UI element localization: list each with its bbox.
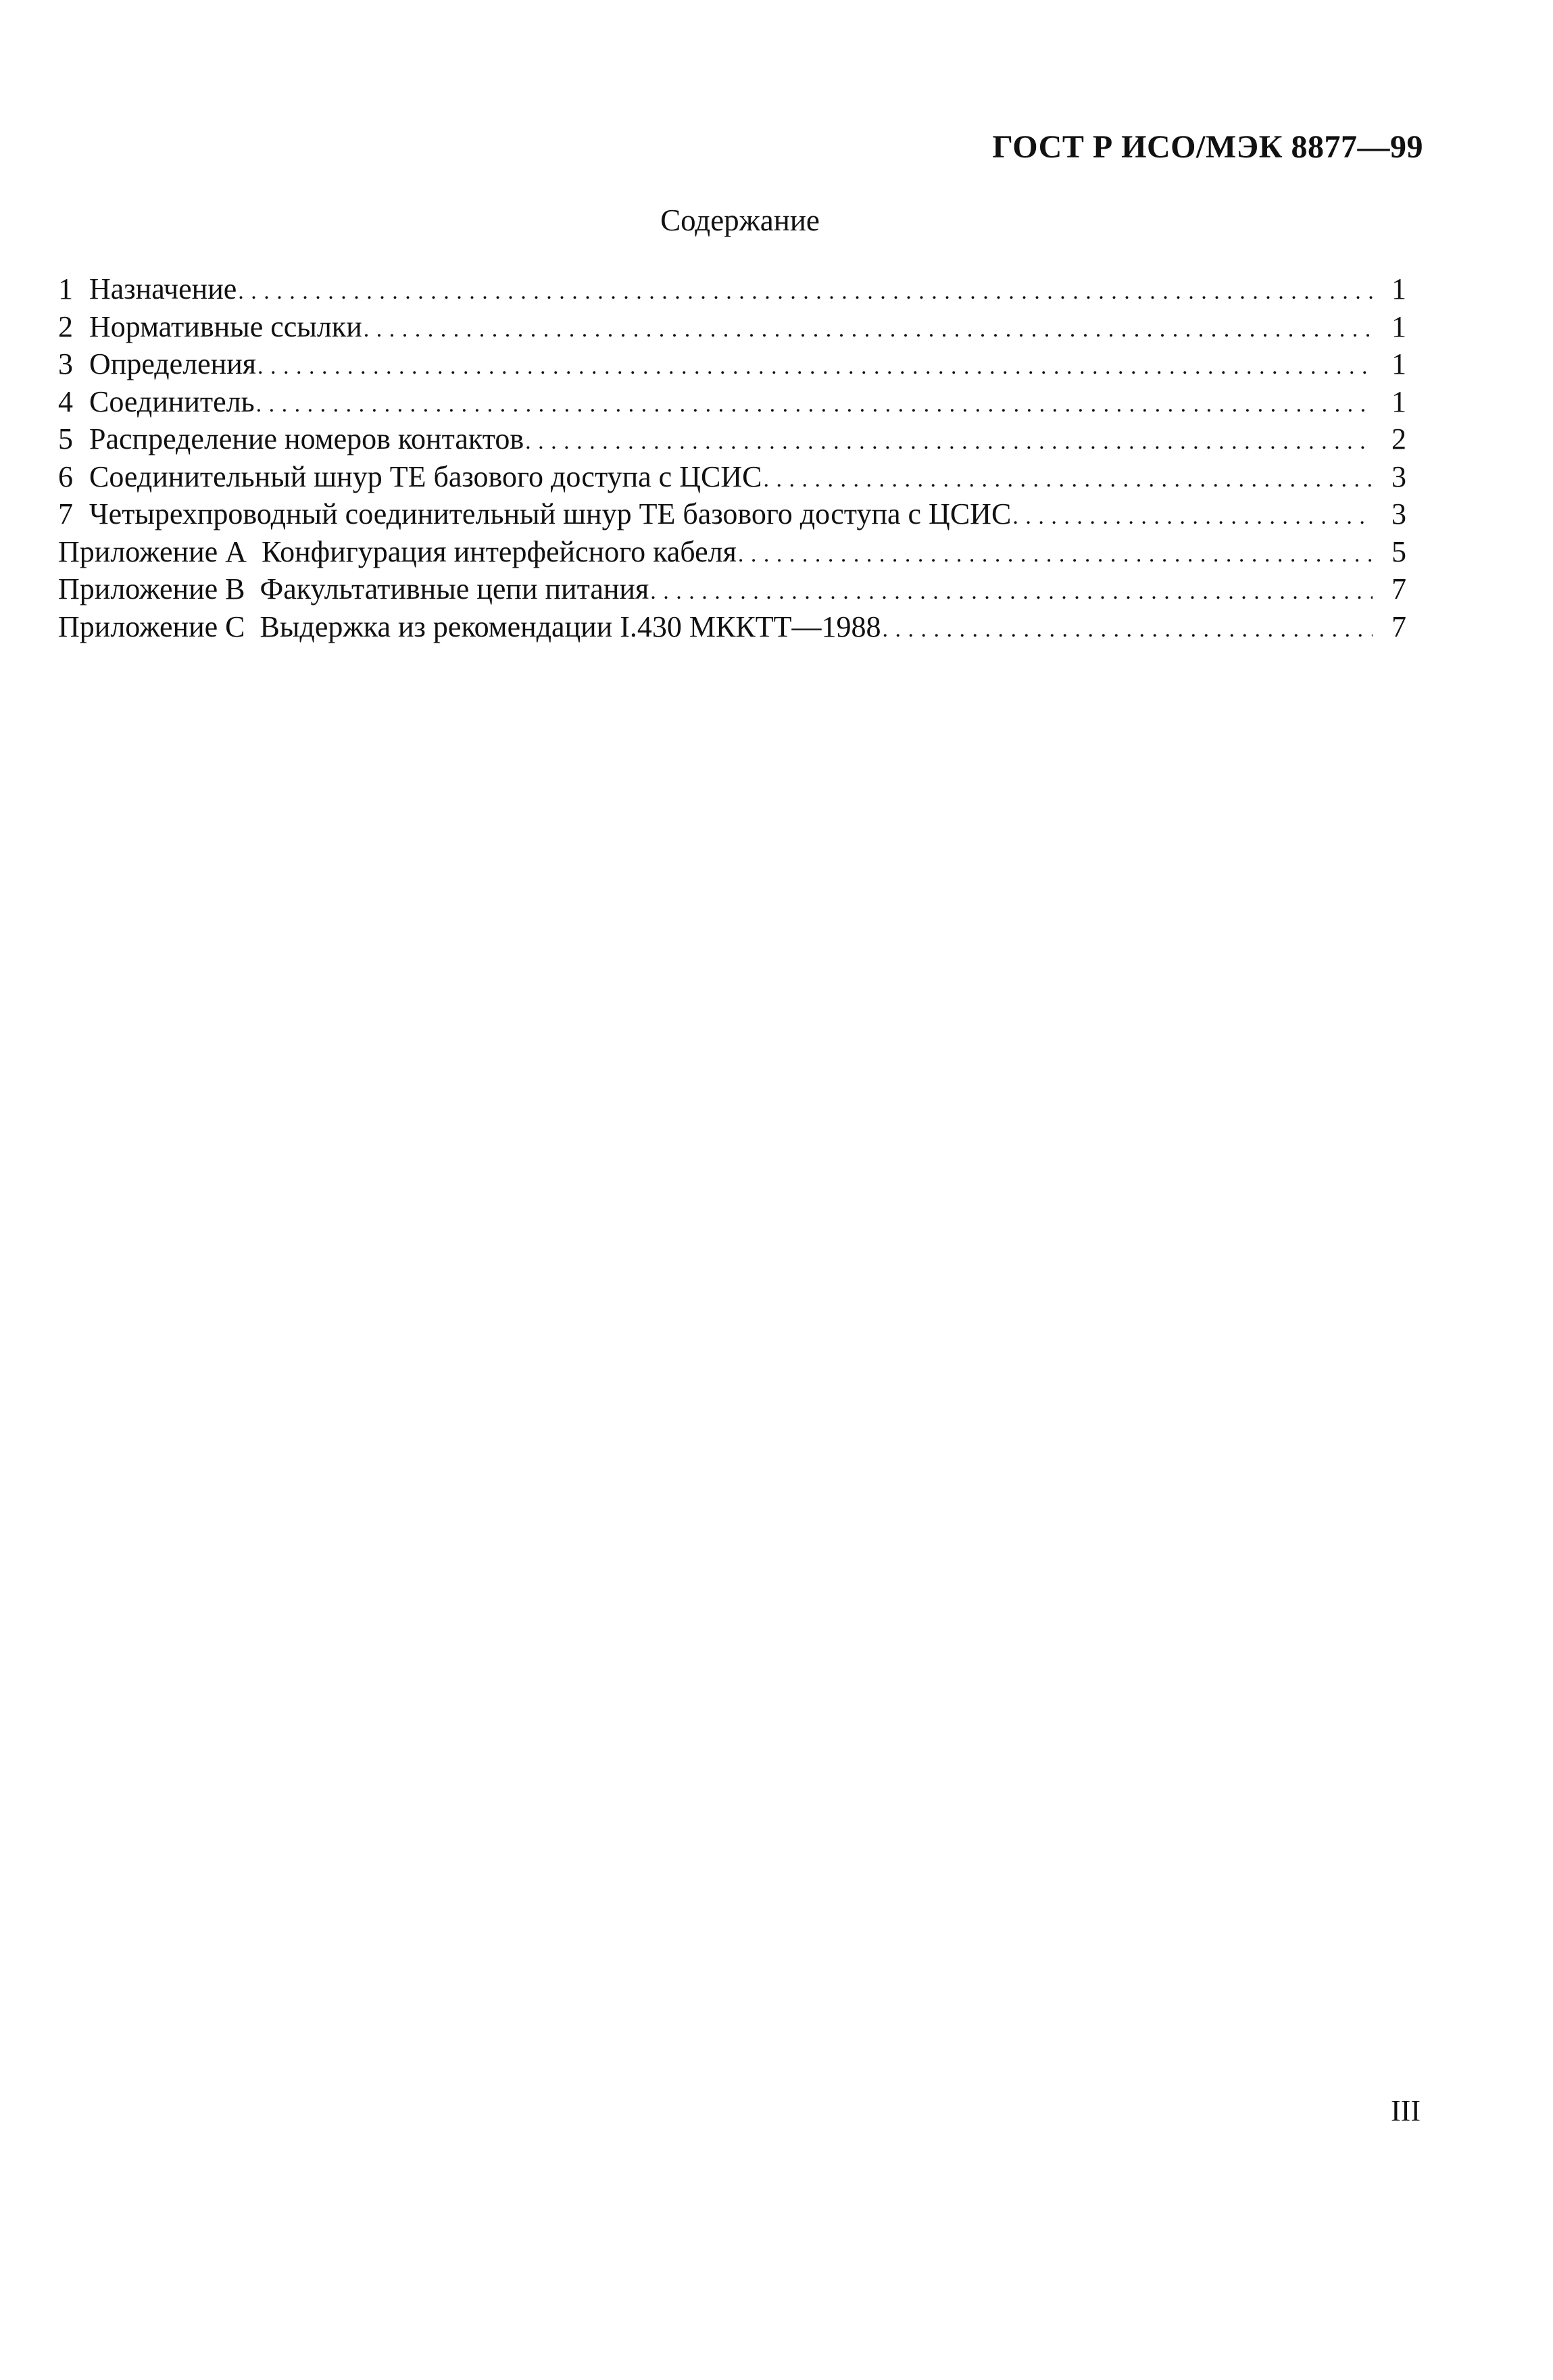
toc-item-label: Конфигурация интерфейсного кабеля bbox=[261, 535, 737, 568]
toc-leader-dots bbox=[738, 536, 1373, 573]
toc-item-number: 1 bbox=[58, 272, 73, 305]
toc-item-number: 6 bbox=[58, 460, 73, 493]
toc-item-number: 3 bbox=[58, 347, 73, 380]
toc-item-page: 1 bbox=[1391, 272, 1406, 305]
toc-appendix-prefix: Приложение А bbox=[58, 535, 247, 568]
toc-leader-dots bbox=[257, 348, 1373, 385]
toc-leader-dots bbox=[763, 461, 1373, 498]
toc-item-label: Распределение номеров контактов bbox=[89, 422, 524, 455]
toc-appendix-item[interactable] bbox=[58, 570, 1406, 608]
table-of-contents bbox=[58, 270, 1406, 645]
toc-item-label: Соединитель bbox=[89, 385, 255, 418]
toc-item-page: 2 bbox=[1391, 422, 1406, 455]
page-number: III bbox=[1391, 2094, 1421, 2127]
toc-item-number: 4 bbox=[58, 385, 73, 418]
toc-item-label: Нормативные ссылки bbox=[89, 309, 362, 343]
toc-item[interactable] bbox=[58, 420, 1406, 458]
toc-item-label: Определения bbox=[89, 347, 257, 380]
toc-item[interactable] bbox=[58, 345, 1406, 383]
toc-item-page: 7 bbox=[1391, 610, 1406, 643]
toc-item-label: Соединительный шнур ТЕ базового доступа с ЦСИС bbox=[89, 460, 762, 493]
toc-item[interactable] bbox=[58, 270, 1406, 308]
toc-item-number: 5 bbox=[58, 422, 73, 455]
toc-item[interactable] bbox=[58, 308, 1406, 346]
toc-item-number: 7 bbox=[58, 497, 73, 530]
toc-leader-dots bbox=[364, 311, 1373, 348]
toc-item-page: 7 bbox=[1391, 572, 1406, 605]
toc-title: Содержание bbox=[660, 203, 820, 237]
toc-item-label: Четырехпроводный соединительный шнур ТЕ базового доступа с ЦСИС bbox=[89, 497, 1012, 530]
toc-leader-dots bbox=[256, 386, 1373, 423]
toc-item-page: 3 bbox=[1391, 460, 1406, 493]
toc-item[interactable] bbox=[58, 458, 1406, 496]
toc-item-number: 2 bbox=[58, 309, 73, 343]
toc-leader-dots bbox=[882, 611, 1373, 648]
toc-item-page: 1 bbox=[1391, 385, 1406, 418]
toc-item[interactable] bbox=[58, 495, 1406, 533]
toc-leader-dots bbox=[525, 423, 1373, 460]
toc-item-page: 5 bbox=[1391, 535, 1406, 568]
toc-item[interactable] bbox=[58, 383, 1406, 421]
toc-item-label: Выдержка из рекомендации I.430 МККТТ—1988 bbox=[260, 610, 881, 643]
document-code-header: ГОСТ Р ИСО/МЭК 8877—99 bbox=[992, 129, 1423, 165]
toc-appendix-prefix: Приложение С bbox=[58, 610, 245, 643]
toc-appendix-prefix: Приложение В bbox=[58, 572, 245, 605]
toc-item-page: 1 bbox=[1391, 309, 1406, 343]
toc-item-page: 3 bbox=[1391, 497, 1406, 530]
toc-item-label: Назначение bbox=[89, 272, 237, 305]
toc-leader-dots bbox=[1012, 498, 1373, 535]
toc-appendix-item[interactable] bbox=[58, 533, 1406, 571]
toc-item-page: 1 bbox=[1391, 347, 1406, 380]
toc-leader-dots bbox=[650, 573, 1373, 610]
toc-item-label: Факультативные цепи питания bbox=[260, 572, 649, 605]
toc-leader-dots bbox=[238, 273, 1373, 310]
toc-appendix-item[interactable] bbox=[58, 608, 1406, 646]
